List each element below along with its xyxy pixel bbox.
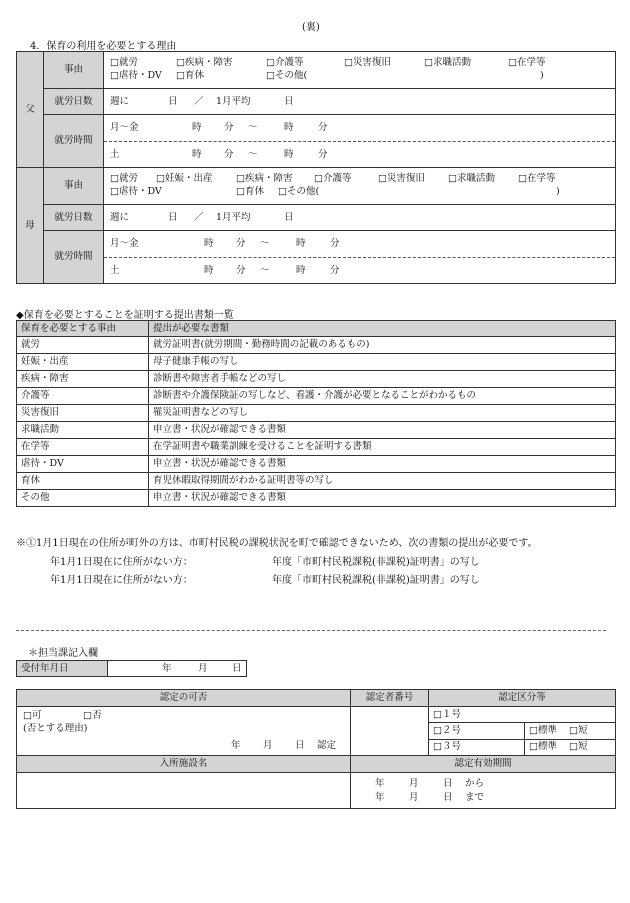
- note-line-2-left: 年1月1日現在に住所がない方：: [50, 575, 193, 586]
- documents-required-cell: 診断書や介護保険証の写しなど、看護・介護が必要となることがわかるもの: [149, 388, 616, 405]
- documents-row: [17, 354, 616, 371]
- father-reason-working[interactable]: □就労: [110, 57, 138, 68]
- month-unit: 月: [409, 791, 419, 803]
- range-tilde: ～: [260, 264, 270, 276]
- category-2-standard-checkbox[interactable]: □標準: [529, 724, 557, 736]
- father-reason-childcare-leave[interactable]: □育休: [176, 70, 204, 81]
- until-label: まで: [465, 791, 485, 803]
- office-use-title: ＊担当課記入欄: [28, 648, 98, 659]
- documents-row: [17, 456, 616, 473]
- documents-required-cell: 罹災証明書などの写し: [149, 405, 616, 422]
- mother-reason-jobsearch[interactable]: □求職活動: [448, 173, 495, 184]
- documents-reason-cell: その他: [17, 490, 149, 507]
- category-3-short-checkbox[interactable]: □短: [569, 741, 588, 753]
- receipt-date-field[interactable]: [108, 661, 247, 677]
- note-line-1-left: 年1月1日現在に住所がない方：: [50, 557, 193, 568]
- mother-reason-abuse[interactable]: □虐待・DV: [110, 186, 162, 197]
- documents-reason-cell: 妊娠・出産: [17, 354, 149, 371]
- mother-days-label: 就労日数: [44, 205, 104, 231]
- range-tilde: ～: [260, 238, 270, 249]
- documents-reason-cell: 育休: [17, 473, 149, 490]
- mother-reason-label: 事由: [44, 168, 104, 205]
- mother-reason-other-close: ): [556, 186, 560, 197]
- mother-reason-pregnancy[interactable]: □妊娠・出産: [156, 173, 213, 184]
- facility-header: 入所施設名: [17, 756, 351, 773]
- minute-unit: 分: [330, 264, 340, 276]
- days-monthly-unit: 日: [284, 211, 294, 223]
- father-reason-care[interactable]: □介護等: [266, 57, 304, 68]
- days-unit: 日: [168, 211, 178, 223]
- days-monthly-label: 1月平均: [216, 95, 251, 107]
- reject-checkbox[interactable]: □否: [83, 710, 102, 721]
- documents-required-cell: 在学証明書や職業訓練を受けることを証明する書類: [149, 439, 616, 456]
- mother-label: 母: [17, 168, 44, 284]
- documents-row: [17, 490, 616, 507]
- mother-reason-childcare-leave[interactable]: □育休: [236, 186, 264, 197]
- mother-weekday-hours[interactable]: [104, 231, 616, 258]
- documents-reason-cell: 求職活動: [17, 422, 149, 439]
- hour-unit: 時: [192, 148, 202, 160]
- saturday-label: 土: [110, 264, 120, 276]
- days-prefix: 週に: [110, 211, 130, 223]
- category-2-short-checkbox[interactable]: □短: [569, 724, 588, 736]
- day-unit: 日: [232, 662, 242, 674]
- documents-required-cell: 診断書や障害者手帳などの写し: [149, 371, 616, 388]
- category-2-checkbox[interactable]: □２号: [429, 723, 525, 739]
- documents-row: [17, 337, 616, 354]
- father-reason-disaster[interactable]: □災害復旧: [344, 57, 391, 68]
- category-2-options: [525, 723, 616, 739]
- hour-unit: 時: [204, 238, 214, 249]
- minute-unit: 分: [318, 148, 328, 160]
- minute-unit: 分: [236, 238, 246, 249]
- mother-reason-disaster[interactable]: □災害復旧: [378, 173, 425, 184]
- certification-table: [16, 689, 616, 809]
- mother-hours-label: 就労時間: [44, 231, 104, 284]
- father-reason-other[interactable]: □その他(: [266, 70, 308, 81]
- from-label: から: [465, 777, 485, 789]
- mother-reason-illness[interactable]: □疾病・障害: [236, 173, 293, 184]
- category-header: 認定区分等: [429, 690, 616, 707]
- approval-cell: [17, 707, 351, 756]
- hour-unit: 時: [204, 264, 214, 276]
- year-unit: 年: [231, 740, 241, 751]
- documents-header-reason: 保育を必要とする事由: [17, 321, 149, 337]
- minute-unit: 分: [224, 122, 234, 133]
- day-unit: 日: [443, 791, 453, 803]
- father-reason-label: 事由: [44, 52, 104, 89]
- weekday-label: 月～金: [110, 122, 139, 133]
- minute-unit: 分: [318, 122, 328, 133]
- note-line-2-right: 年度「市町村民税課税(非課税)証明書」の写し: [272, 575, 480, 586]
- documents-required-cell: 申立書・状況が確認できる書類: [149, 456, 616, 473]
- year-unit: 年: [375, 777, 385, 789]
- mother-saturday-hours[interactable]: [104, 258, 616, 284]
- rejection-reason-label: (否とする理由): [23, 723, 88, 734]
- father-reason-illness[interactable]: □疾病・障害: [176, 57, 233, 68]
- father-saturday-hours[interactable]: [104, 142, 616, 168]
- father-label: 父: [17, 52, 44, 168]
- minute-unit: 分: [330, 238, 340, 249]
- approver-number-field[interactable]: [351, 707, 429, 756]
- father-reason-other-close: ): [540, 70, 544, 81]
- section-4-title: 4．保育の利用を必要とする理由: [30, 41, 177, 52]
- note-line-1-right: 年度「市町村民税課税(非課税)証明書」の写し: [272, 557, 480, 568]
- minute-unit: 分: [224, 148, 234, 160]
- father-reason-jobsearch[interactable]: □求職活動: [424, 57, 471, 68]
- days-monthly-label: 1月平均: [216, 211, 251, 223]
- father-reason-abuse[interactable]: □虐待・DV: [110, 70, 162, 81]
- range-tilde: ～: [248, 148, 258, 160]
- father-days-label: 就労日数: [44, 89, 104, 115]
- category-1-checkbox[interactable]: □１号: [429, 707, 616, 723]
- documents-required-cell: 申立書・状況が確認できる書類: [149, 490, 616, 507]
- documents-row: [17, 405, 616, 422]
- category-3-standard-checkbox[interactable]: □標準: [529, 741, 557, 753]
- documents-table: [16, 320, 616, 507]
- receipt-date-table: [16, 660, 247, 677]
- days-monthly-unit: 日: [284, 95, 294, 107]
- documents-reason-cell: 就労: [17, 337, 149, 354]
- days-unit: 日: [168, 95, 178, 107]
- approver-number-header: 認定者番号: [351, 690, 429, 707]
- approval-header: 認定の可否: [17, 690, 351, 707]
- facility-name-field[interactable]: [17, 773, 351, 809]
- mother-days-field[interactable]: [104, 205, 616, 231]
- office-divider: [16, 630, 606, 631]
- month-unit: 月: [263, 740, 273, 751]
- range-tilde: ～: [248, 122, 258, 133]
- days-prefix: 週に: [110, 95, 130, 107]
- day-unit: 日: [443, 777, 453, 789]
- documents-reason-cell: 介護等: [17, 388, 149, 405]
- mother-reason-school[interactable]: □在学等: [518, 173, 556, 184]
- income-note: ※①1月1日現在の住所が町外の方は、市町村民税の課税状況を町で確認できないため、次の書類の提出が必要です。: [16, 538, 538, 549]
- documents-row: [17, 439, 616, 456]
- days-separator: ／: [194, 95, 204, 107]
- documents-reason-cell: 疾病・障害: [17, 371, 149, 388]
- documents-row: [17, 422, 616, 439]
- category-3-options: [525, 739, 616, 755]
- documents-reason-cell: 在学等: [17, 439, 149, 456]
- parent-work-table: [16, 51, 616, 284]
- documents-required-cell: 育児休暇取得期間がわかる証明書等の写し: [149, 473, 616, 490]
- father-reason-school[interactable]: □在学等: [508, 57, 546, 68]
- validity-period-field[interactable]: [351, 773, 616, 809]
- documents-row: [17, 371, 616, 388]
- mother-reason-other[interactable]: □その他(: [278, 186, 320, 197]
- receipt-date-label: 受付年月日: [17, 661, 108, 677]
- father-weekday-hours[interactable]: [104, 115, 616, 142]
- documents-header-required: 提出が必要な書類: [149, 321, 616, 337]
- year-unit: 年: [375, 791, 385, 803]
- days-separator: ／: [194, 211, 204, 223]
- documents-row: [17, 388, 616, 405]
- documents-title: ◆保育を必要とすることを証明する提出書類一覧: [16, 310, 234, 321]
- documents-required-cell: 就労証明書(就労期間・勤務時間の記載のあるもの): [149, 337, 616, 354]
- day-unit: 日: [295, 740, 305, 751]
- year-unit: 年: [162, 662, 172, 674]
- certified-label: 認定: [317, 740, 337, 751]
- father-hours-label: 就労時間: [44, 115, 104, 168]
- month-unit: 月: [198, 662, 208, 674]
- hour-unit: 時: [192, 122, 202, 133]
- validity-header: 認定有効期間: [351, 756, 616, 773]
- hour-unit: 時: [284, 148, 294, 160]
- month-unit: 月: [409, 777, 419, 789]
- mother-reason-options: [104, 168, 616, 205]
- documents-reason-cell: 災害復旧: [17, 405, 149, 422]
- mother-reason-working[interactable]: □就労: [110, 173, 138, 184]
- hour-unit: 時: [284, 122, 294, 133]
- documents-required-cell: 母子健康手帳の写し: [149, 354, 616, 371]
- hour-unit: 時: [296, 238, 306, 249]
- documents-required-cell: 申立書・状況が確認できる書類: [149, 422, 616, 439]
- father-days-field[interactable]: [104, 89, 616, 115]
- documents-row: [17, 473, 616, 490]
- mother-reason-care[interactable]: □介護等: [314, 173, 352, 184]
- approve-checkbox[interactable]: □可: [23, 710, 42, 721]
- father-reason-options: [104, 52, 616, 89]
- saturday-label: 土: [110, 148, 120, 160]
- documents-reason-cell: 虐待・DV: [17, 456, 149, 473]
- weekday-label: 月～金: [110, 238, 139, 249]
- page-side-label: (裏): [302, 22, 320, 33]
- category-3-checkbox[interactable]: □３号: [429, 739, 525, 755]
- minute-unit: 分: [236, 264, 246, 276]
- hour-unit: 時: [296, 264, 306, 276]
